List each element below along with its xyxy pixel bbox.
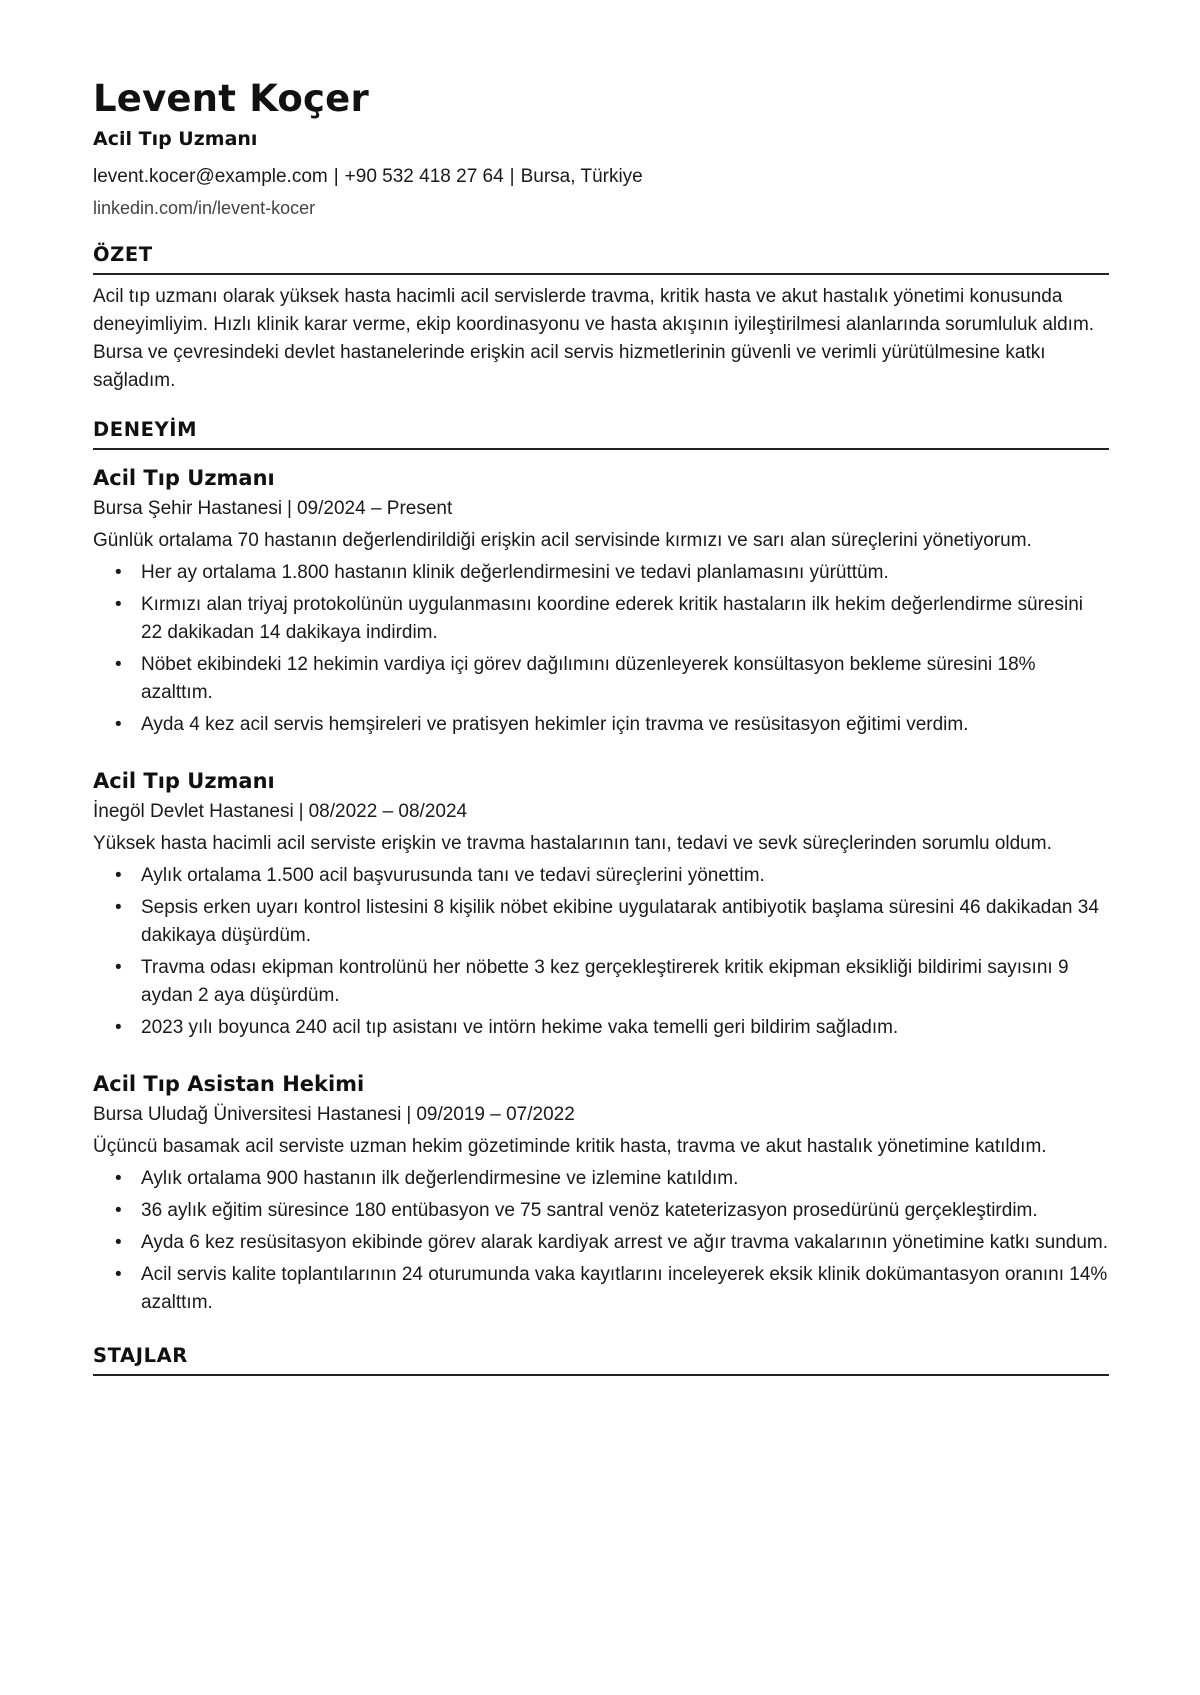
job-entry <box>93 464 1109 739</box>
job-bullet: • 2023 yılı boyunca 240 acil tıp asistanı ve intörn hekime vaka temelli geri bildirim sağladım. <box>93 1014 1109 1042</box>
job-dates: 08/2022 – 08/2024 <box>308 801 468 822</box>
job-meta-separator: | <box>298 801 304 822</box>
contact-line <box>93 164 1109 190</box>
job-description: Yüksek hasta hacimli acil serviste erişkin ve travma hastalarının tanı, tedavi ve sevk süreçlerinden sorumlu oldum. <box>93 833 1052 854</box>
job-description: Günlük ortalama 70 hastanın değerlendirildiği erişkin acil servisinde kırmızı ve sarı alan süreçlerini yönetiyorum. <box>93 530 1032 551</box>
job-bullet: • Her ay ortalama 1.800 hastanın klinik değerlendirmesini ve tedavi planlamasını yürüttüm. <box>93 559 1109 587</box>
job-description: Üçüncü basamak acil serviste uzman hekim gözetiminde kritik hasta, travma ve akut hastalık yönetimine katıldım. <box>93 1136 1047 1157</box>
job-dates: 09/2024 – Present <box>296 498 453 519</box>
job-bullets <box>93 862 1109 1042</box>
job-bullet: • Ayda 4 kez acil servis hemşireleri ve pratisyen hekimler için travma ve resüsitasyon eğitimi verdim. <box>93 711 1109 739</box>
job-title: Acil Tıp Asistan Hekimi <box>93 1072 365 1096</box>
job-bullet: • Sepsis erken uyarı kontrol listesini 8 kişilik nöbet ekibine uygulatarak antibiyotik başlama süresini 46 dakikadan 34 dakikaya düşürdüm. <box>93 894 1109 950</box>
candidate-headline: Acil Tıp Uzmanı <box>93 128 258 150</box>
job-meta-separator: | <box>287 498 292 519</box>
job-bullet: • Kırmızı alan triyaj protokolünün uygulanmasını koordine ederek kritik hastaların ilk hekim değerlendirme süresini 22 dakikadan 14 dakikaya indirdim. <box>93 591 1109 647</box>
job-bullet: • Acil servis kalite toplantılarının 24 oturumunda vaka kayıtlarını inceleyerek eksik klinik dokümantasyon oranını 14% azalttım. <box>93 1261 1109 1317</box>
contact-email[interactable]: levent.kocer@example.com <box>93 166 328 187</box>
job-bullet: • 36 aylık eğitim süresince 180 entübasyon ve 75 santral venöz kateterizasyon prosedürünü gerçekleştirdim. <box>93 1197 1109 1225</box>
job-bullet: • Ayda 6 kez resüsitasyon ekibinde görev alarak kardiyak arrest ve ağır travma vakalarının yönetimine katkı sundum. <box>93 1229 1109 1257</box>
summary-title: ÖZET <box>93 243 1109 275</box>
job-meta <box>93 496 1109 522</box>
job-employer: İnegöl Devlet Hastanesi <box>93 801 294 822</box>
resume-header <box>93 75 1109 220</box>
internships-title: STAJLAR <box>93 1344 1109 1376</box>
job-meta-separator: | <box>406 1104 412 1125</box>
contact-location: Bursa, Türkiye <box>520 166 643 187</box>
candidate-name: Levent Koçer <box>93 77 369 120</box>
job-entry <box>93 1070 1109 1317</box>
experience-section <box>93 418 1109 1317</box>
job-bullet: • Aylık ortalama 900 hastanın ilk değerlendirmesine ve izlemine katıldım. <box>93 1165 1109 1193</box>
job-meta <box>93 799 1109 825</box>
summary-section <box>93 243 1109 395</box>
summary-text: Acil tıp uzmanı olarak yüksek hasta hacimli acil servislerde travma, kritik hasta ve akut hastalık yönetimi konusunda deneyimliyim. Hızlı klinik karar verme, ekip koordinasyonu ve hasta akışının iyileştirilmesi alanlarında sorumluluk aldım. Bursa ve çevresindeki devlet hastanelerinde erişkin acil servis hizmetlerinin güvenli ve verimli yürütülmesine katkı sağladım. <box>93 286 1095 391</box>
job-dates: 09/2019 – 07/2022 <box>416 1104 575 1125</box>
job-title: Acil Tıp Uzmanı <box>93 466 275 490</box>
resume-page <box>93 75 1109 1376</box>
contact-phone[interactable]: +90 532 418 27 64 <box>344 166 504 187</box>
job-bullet: • Aylık ortalama 1.500 acil başvurusunda tanı ve tedavi süreçlerini yönettim. <box>93 862 1109 890</box>
contact-separator: | <box>509 166 515 187</box>
job-bullet: • Travma odası ekipman kontrolünü her nöbette 3 kez gerçekleştirerek kritik ekipman eksikliği bildirimi sayısını 9 aydan 2 aya düşürdüm. <box>93 954 1109 1010</box>
job-bullets <box>93 559 1109 739</box>
job-bullet: • Nöbet ekibindeki 12 hekimin vardiya içi görev dağılımını düzenleyerek konsültasyon bekleme süresini 18% azalttım. <box>93 651 1109 707</box>
contact-separator: | <box>333 166 339 187</box>
internships-section <box>93 1344 1109 1376</box>
job-bullets <box>93 1165 1109 1317</box>
job-title: Acil Tıp Uzmanı <box>93 769 275 793</box>
job-employer: Bursa Uludağ Üniversitesi Hastanesi <box>93 1104 402 1125</box>
job-entry <box>93 767 1109 1042</box>
linkedin-link[interactable]: linkedin.com/in/levent-kocer <box>93 198 316 218</box>
experience-title: DENEYİM <box>93 418 1109 450</box>
job-employer: Bursa Şehir Hastanesi <box>93 498 283 519</box>
job-meta <box>93 1102 1109 1128</box>
